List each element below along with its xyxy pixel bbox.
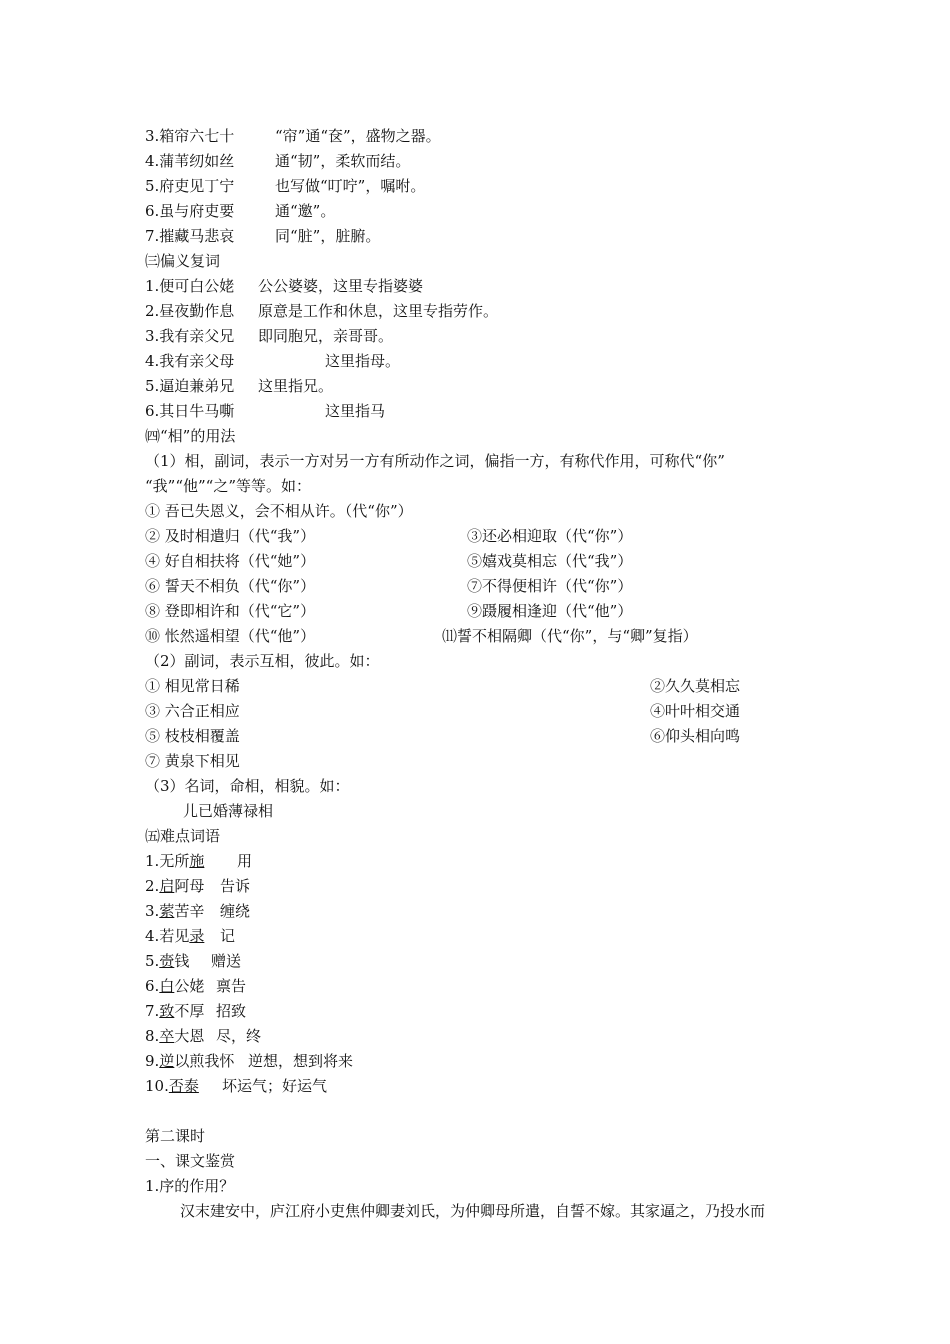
example: ⑥ 誓天不相负（代“你”） <box>145 577 316 595</box>
paragraph: “我”“他”“之”等等。如： <box>145 477 312 495</box>
underlined-word: 致 <box>159 1002 175 1020</box>
underlined-word: 白 <box>159 977 175 995</box>
item-number: 2. <box>145 877 160 895</box>
example: ⑩ 怅然遥相望（代“他”） <box>145 627 316 645</box>
example: ④叶叶相交通 <box>650 702 741 720</box>
section-heading: ㈤难点词语 <box>145 827 221 845</box>
example: ⑨蹑履相逢迎（代“他”） <box>467 602 633 620</box>
paragraph: （3）名词，命相，相貌。如： <box>145 777 350 795</box>
tongjia-note: 也写做“叮咛”，嘱咐。 <box>275 177 426 195</box>
nandian-item <box>145 1001 247 1021</box>
pianyi-word: 3.我有亲父兄 <box>145 327 235 345</box>
example: ⑦不得便相许（代“你”） <box>467 577 633 595</box>
item-text: 公姥 <box>174 977 205 995</box>
pianyi-word: 2.昼夜勤作息 <box>145 302 235 320</box>
paragraph: （1）相，副词，表示一方对另一方有所动作之词，偏指一方，有称代作用，可称代“你” <box>145 452 725 470</box>
example: ① 相见常日稀 <box>145 677 240 695</box>
nandian-item <box>145 1076 328 1096</box>
pianyi-note: 这里指马 <box>325 402 386 420</box>
item-number: 6. <box>145 977 160 995</box>
example: ②久久莫相忘 <box>650 677 741 695</box>
underlined-word: 赍 <box>159 952 175 970</box>
nandian-item <box>145 951 242 971</box>
pianyi-note: 原意是工作和休息，这里专指劳作。 <box>258 302 499 320</box>
pianyi-word: 4.我有亲父母 <box>145 352 235 370</box>
item-number: 9. <box>145 1052 160 1070</box>
paragraph: （2）副词，表示互相，彼此。如： <box>145 652 380 670</box>
item-number: 1. <box>145 852 160 870</box>
item-text: 钱 <box>174 952 190 970</box>
underlined-word: 施 <box>189 852 205 870</box>
nandian-item <box>145 901 251 921</box>
tongjia-word: 5.府吏见丁宁 <box>145 177 235 195</box>
example: ⑧ 登即相许和（代“它”） <box>145 602 316 620</box>
tongjia-note: “帘”通“奁”，盛物之器。 <box>275 127 441 145</box>
underlined-word: 启 <box>159 877 175 895</box>
pianyi-word: 1.便可白公姥 <box>145 277 235 295</box>
example: ③ 六合正相应 <box>145 702 240 720</box>
item-gloss: 招致 <box>216 1002 247 1020</box>
example: 儿已婚薄禄相 <box>183 802 274 820</box>
item-text: 若见 <box>159 927 190 945</box>
tongjia-word: 6.虽与府吏要 <box>145 202 235 220</box>
item-number: 10. <box>145 1077 169 1095</box>
item-number: 5. <box>145 952 160 970</box>
underlined-word: 逆 <box>159 1052 175 1070</box>
pianyi-note: 即同胞兄，亲哥哥。 <box>258 327 394 345</box>
nandian-item <box>145 1026 262 1046</box>
example: ⑦ 黄泉下相见 <box>145 752 240 770</box>
example: ⑤ 枝枝相覆盖 <box>145 727 240 745</box>
item-text: 苦辛 <box>174 902 205 920</box>
tongjia-word: 3.箱帘六七十 <box>145 127 235 145</box>
nandian-item <box>145 876 251 896</box>
underlined-word: 萦 <box>159 902 175 920</box>
item-gloss: 用 <box>237 852 253 870</box>
item-text: 阿母 <box>174 877 205 895</box>
tongjia-note: 通“邀”。 <box>275 202 336 220</box>
example: ④ 好自相扶将（代“她”） <box>145 552 316 570</box>
example: ⑾誓不相隔卿（代“你”，与“卿”复指） <box>442 627 698 645</box>
nandian-item <box>145 851 253 871</box>
underlined-word: 否泰 <box>168 1077 199 1095</box>
item-gloss: 记 <box>220 927 236 945</box>
question: 1.序的作用？ <box>145 1177 235 1195</box>
tongjia-note: 同“脏”，脏腑。 <box>275 227 381 245</box>
example: ① 吾已失恩义，会不相从许。（代“你”） <box>145 502 413 520</box>
example: ⑤嬉戏莫相忘（代“我”） <box>467 552 633 570</box>
item-gloss: 尽，终 <box>216 1027 262 1045</box>
tongjia-note: 通“韧”，柔软而结。 <box>275 152 411 170</box>
item-text: 大恩 <box>174 1027 205 1045</box>
lesson-title: 第二课时 <box>145 1127 206 1145</box>
tongjia-word: 7.摧藏马悲哀 <box>145 227 235 245</box>
section-heading: ㈣“相”的用法 <box>145 427 236 445</box>
nandian-item <box>145 976 247 996</box>
underlined-word: 卒 <box>159 1027 175 1045</box>
underlined-word: 录 <box>189 927 205 945</box>
item-gloss: 坏运气；好运气 <box>222 1077 328 1095</box>
item-number: 4. <box>145 927 160 945</box>
example: ② 及时相遣归（代“我”） <box>145 527 316 545</box>
item-gloss: 缠绕 <box>220 902 251 920</box>
section-heading: 一、课文鉴赏 <box>145 1152 236 1170</box>
item-gloss: 逆想，想到将来 <box>248 1052 354 1070</box>
pianyi-note: 公公婆婆，这里专指婆婆 <box>258 277 424 295</box>
item-number: 7. <box>145 1002 160 1020</box>
example: ③还必相迎取（代“你”） <box>467 527 633 545</box>
paragraph: 汉末建安中，庐江府小吏焦仲卿妻刘氏，为仲卿母所遣，自誓不嫁。其家逼之，乃投水而 <box>180 1202 766 1220</box>
pianyi-word: 6.其日牛马嘶 <box>145 402 235 420</box>
item-text: 不厚 <box>174 1002 205 1020</box>
pianyi-word: 5.逼迫兼弟兄 <box>145 377 235 395</box>
tongjia-word: 4.蒲苇纫如丝 <box>145 152 235 170</box>
pianyi-note: 这里指母。 <box>325 352 401 370</box>
example: ⑥仰头相向鸣 <box>650 727 741 745</box>
item-text: 无所 <box>159 852 190 870</box>
item-gloss: 告诉 <box>220 877 251 895</box>
item-gloss: 赠送 <box>211 952 242 970</box>
item-number: 3. <box>145 902 160 920</box>
item-text: 以煎我怀 <box>174 1052 235 1070</box>
item-gloss: 禀告 <box>216 977 247 995</box>
nandian-item <box>145 1051 354 1071</box>
item-number: 8. <box>145 1027 160 1045</box>
pianyi-note: 这里指兄。 <box>258 377 334 395</box>
section-heading: ㈢偏义复词 <box>145 252 221 270</box>
nandian-item <box>145 926 236 946</box>
